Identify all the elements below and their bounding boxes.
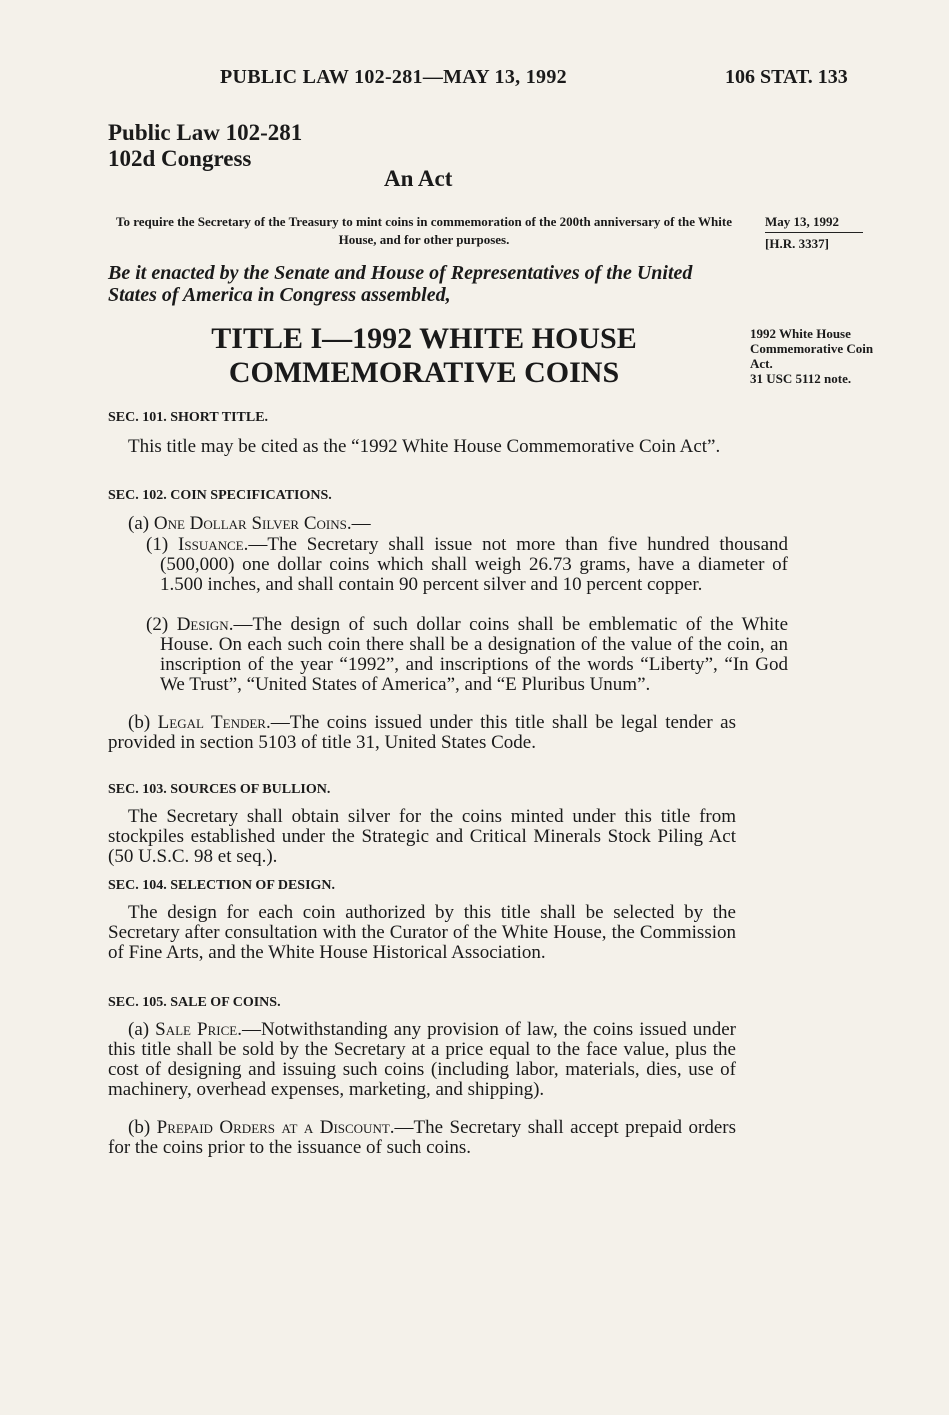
sec-102-a-caption: One Dollar Silver Coins: [153, 513, 347, 534]
title-line-2: COMMEMORATIVE COINS: [228, 356, 620, 389]
sec-101-text: This title may be cited as the “1992 White House Commemorative Coin Act”.: [128, 436, 721, 457]
sec-105-b-caption: Prepaid Orders at a Discount: [156, 1117, 390, 1138]
sec-103-text: The Secretary shall obtain silver for the coins minted under this title from stockpiles established under the Strategic and Critical Minerals Stock Piling Act (50 U.S.C. 98 et seq.).: [108, 806, 736, 867]
sec-102-a-1-label: (1): [146, 534, 179, 555]
sec-102-a-dash: .—: [346, 513, 371, 534]
sec-102-b-label: (b): [128, 712, 158, 733]
sec-105-b: [108, 1118, 736, 1158]
sec-103-heading: SEC. 103. SOURCES OF BULLION.: [108, 782, 331, 797]
sec-102-b-caption: Legal Tender: [157, 712, 266, 733]
sec-102-a-label: (a): [128, 513, 154, 534]
margin-short-title-note: [750, 326, 880, 386]
sec-104-heading: SEC. 104. SELECTION OF DESIGN.: [108, 878, 336, 893]
sec-102-a-2-caption: Design: [176, 614, 229, 635]
sec-102-a-1-caption: Issuance: [178, 534, 244, 555]
sec-105-b-label: (b): [128, 1117, 157, 1138]
sec-102-b: [108, 713, 736, 753]
sec-102-a-2-text: .—The design of such dollar coins shall be emblematic of the White House. On each such coin there shall be a designation of the value of the coin, an inscription of the year “1992”, and inscriptions of the words “Liberty”, “In God We Trust”, “United States of America”, and “E Pluribus Unum”.: [160, 614, 788, 695]
sec-102-a-1: [108, 535, 788, 595]
sec-102-a-2: [108, 615, 788, 695]
margin-bill-number: [H.R. 3337]: [765, 236, 829, 251]
title-line-1: TITLE I—1992 WHITE HOUSE: [211, 322, 637, 355]
sec-102-b-text: .—The coins issued under this title shall be legal tender as provided in section 5103 of title 31, United States Code.: [108, 712, 736, 753]
sec-105-a-label: (a): [128, 1019, 156, 1040]
sec-105-a: [108, 1020, 736, 1100]
sec-102-a-2-label: (2): [146, 614, 177, 635]
public-law-number: Public Law 102-281: [108, 120, 303, 145]
purpose-statement: To require the Secretary of the Treasury to mint coins in commemoration of the 200th anniversary of the White House, and for other purposes.: [116, 214, 732, 247]
enacting-clause: Be it enacted by the Senate and House of Representatives of the United States of America in Congress assembled,: [108, 262, 693, 306]
sec-105-b-text: .—The Secretary shall accept prepaid orders for the coins prior to the issuance of such coins.: [108, 1117, 736, 1158]
running-header-left: PUBLIC LAW 102-281—MAY 13, 1992: [220, 66, 567, 88]
sec-105-heading: SEC. 105. SALE OF COINS.: [108, 995, 281, 1010]
congress-label: 102d Congress: [108, 146, 252, 171]
sec-102-heading: SEC. 102. COIN SPECIFICATIONS.: [108, 488, 332, 503]
sec-102-a-1-text: .—The Secretary shall issue not more than five hundred thousand (500,000) one dollar coins which shall weigh 26.73 grams, have a diameter of 1.500 inches, and shall contain 90 percent silver and 10 percent copper.: [160, 534, 788, 595]
sec-105-a-caption: Sale Price: [155, 1019, 238, 1040]
an-act-heading: An Act: [384, 166, 453, 191]
margin-date: May 13, 1992: [765, 213, 863, 233]
sec-104-text: The design for each coin authorized by this title shall be selected by the Secretary after consultation with the Curator of the White House, the Commission of Fine Arts, and the White House Historical Association.: [108, 902, 736, 963]
margin-note-usc: 31 USC 5112 note.: [750, 371, 852, 386]
margin-date-note: [765, 213, 875, 253]
running-header-right: 106 STAT. 133: [725, 66, 848, 88]
sec-105-a-text: .—Notwithstanding any provision of law, the coins issued under this title shall be sold by the Secretary at a price equal to the face value, plus the cost of designing and issuing such coins (including labor, materials, dies, use of machinery, overhead expenses, marketing, and shipping).: [108, 1019, 737, 1100]
sec-101-heading: SEC. 101. SHORT TITLE.: [108, 410, 269, 425]
title-heading: [108, 322, 740, 390]
margin-note-act-name: 1992 White House Commemorative Coin Act.: [750, 326, 874, 371]
sec-102-a: [108, 514, 736, 534]
